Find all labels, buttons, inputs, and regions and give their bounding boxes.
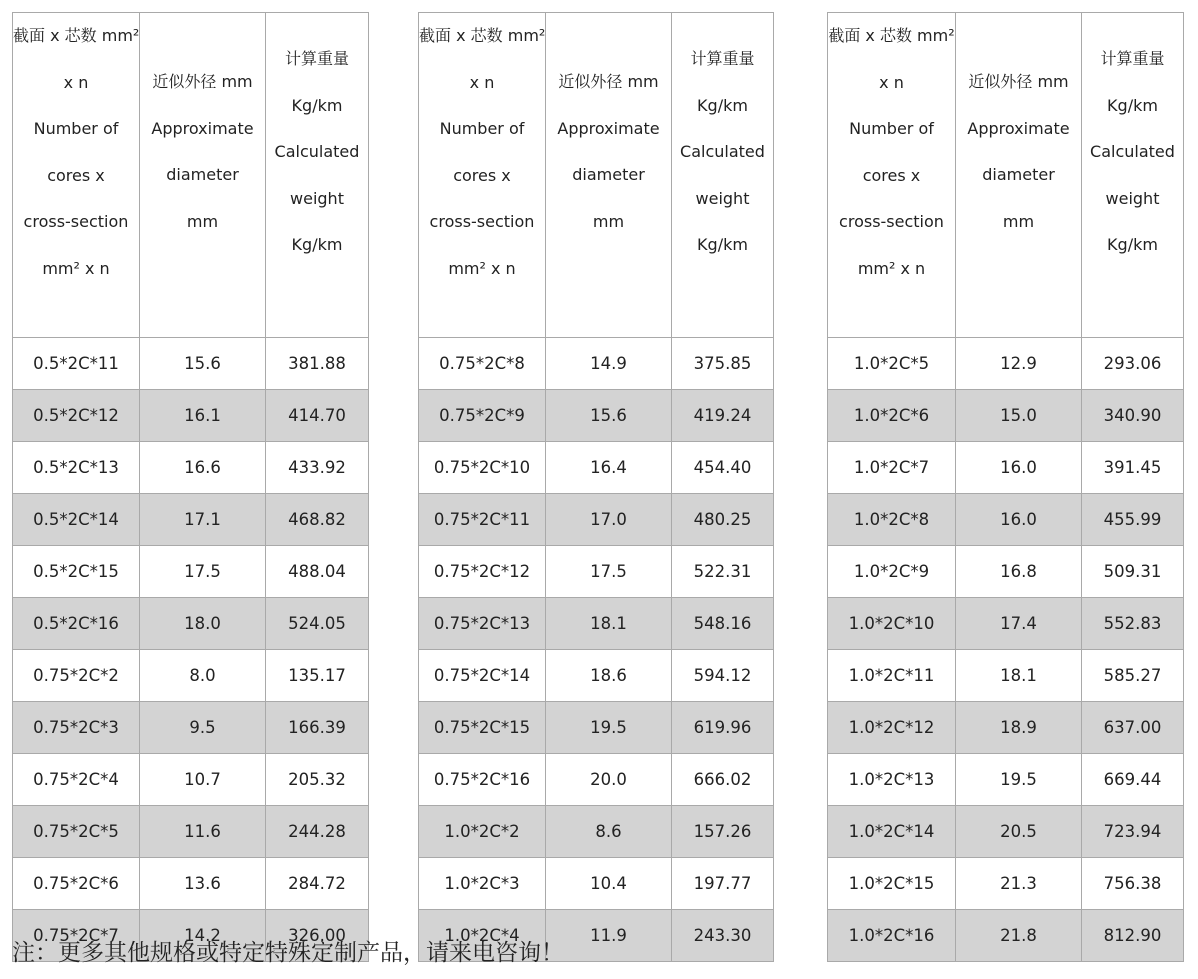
- cell-weight: 455.99: [1082, 494, 1184, 546]
- cell-weight: 135.17: [266, 650, 369, 702]
- cell-spec: 0.5*2C*15: [13, 546, 140, 598]
- table-row: [828, 390, 1184, 442]
- cell-weight: 666.02: [672, 754, 774, 806]
- cell-weight: 197.77: [672, 858, 774, 910]
- cell-diameter: 16.1: [140, 390, 266, 442]
- cell-spec: 1.0*2C*4: [419, 910, 546, 962]
- header-line: diameter: [166, 165, 239, 184]
- cell-spec: 1.0*2C*6: [828, 390, 956, 442]
- header-line: mm² x n: [448, 258, 516, 278]
- cell-diameter: 8.6: [546, 806, 672, 858]
- cell-diameter: 17.5: [140, 546, 266, 598]
- cell-spec: 1.0*2C*8: [828, 494, 956, 546]
- cell-spec: 0.5*2C*12: [13, 390, 140, 442]
- cell-weight: 433.92: [266, 442, 369, 494]
- header-line: Approximate: [557, 118, 660, 138]
- cell-spec: 0.75*2C*11: [419, 494, 546, 546]
- cell-weight: 454.40: [672, 442, 774, 494]
- cell-weight: 157.26: [672, 806, 774, 858]
- cell-diameter: 17.1: [140, 494, 266, 546]
- cell-weight: 594.12: [672, 650, 774, 702]
- table-row: [828, 754, 1184, 806]
- cell-diameter: 18.1: [956, 650, 1082, 702]
- cell-weight: 585.27: [1082, 650, 1184, 702]
- cell-weight: 293.06: [1082, 338, 1184, 390]
- cell-diameter: 9.5: [140, 702, 266, 754]
- table-row: [419, 702, 774, 754]
- cell-weight: 756.38: [1082, 858, 1184, 910]
- table-header-row: [419, 13, 774, 338]
- cell-spec: 0.75*2C*9: [419, 390, 546, 442]
- cell-diameter: 8.0: [140, 650, 266, 702]
- header-line: mm: [592, 211, 625, 231]
- cell-spec: 0.75*2C*14: [419, 650, 546, 702]
- header-line: cross-section: [429, 212, 535, 231]
- cell-spec: 0.75*2C*5: [13, 806, 140, 858]
- header-line: 近似外径 mm: [152, 72, 253, 91]
- table-body: [419, 338, 774, 962]
- cell-spec: 1.0*2C*16: [828, 910, 956, 962]
- cell-spec: 1.0*2C*14: [828, 806, 956, 858]
- table-row: [828, 702, 1184, 754]
- cell-weight: 669.44: [1082, 754, 1184, 806]
- header-line: Calculated: [274, 142, 360, 161]
- table-row: [13, 390, 369, 442]
- header-line: Number of: [849, 119, 934, 138]
- header-cross-section: [13, 13, 140, 338]
- cell-spec: 0.75*2C*16: [419, 754, 546, 806]
- cell-weight: 480.25: [672, 494, 774, 546]
- cell-weight: 381.88: [266, 338, 369, 390]
- header-line: weight: [695, 188, 750, 208]
- cell-spec: 0.75*2C*13: [419, 598, 546, 650]
- header-line: mm: [1002, 211, 1035, 231]
- cell-diameter: 16.6: [140, 442, 266, 494]
- table-row: [419, 494, 774, 546]
- table-row: [828, 806, 1184, 858]
- spec-table-2: [418, 12, 774, 962]
- header-line: Number of: [439, 119, 525, 138]
- table-row: [828, 546, 1184, 598]
- cell-spec: 0.5*2C*13: [13, 442, 140, 494]
- cell-spec: 0.75*2C*7: [13, 910, 140, 962]
- cell-diameter: 18.9: [956, 702, 1082, 754]
- header-line: 近似外径 mm: [968, 72, 1069, 91]
- cell-diameter: 16.0: [956, 442, 1082, 494]
- cell-weight: 419.24: [672, 390, 774, 442]
- table-row: [13, 754, 369, 806]
- header-line: mm² x n: [857, 258, 926, 278]
- cell-spec: 0.75*2C*6: [13, 858, 140, 910]
- cell-weight: 375.85: [672, 338, 774, 390]
- cell-diameter: 18.1: [546, 598, 672, 650]
- cell-weight: 243.30: [672, 910, 774, 962]
- table-row: [13, 338, 369, 390]
- cell-spec: 0.5*2C*16: [13, 598, 140, 650]
- cell-diameter: 19.5: [956, 754, 1082, 806]
- table-row: [419, 858, 774, 910]
- header-line: Number of: [33, 119, 119, 138]
- cell-diameter: 16.8: [956, 546, 1082, 598]
- table-row: [419, 806, 774, 858]
- cell-spec: 0.75*2C*4: [13, 754, 140, 806]
- header-line: cross-section: [839, 212, 944, 231]
- cell-diameter: 19.5: [546, 702, 672, 754]
- table-row: [13, 494, 369, 546]
- header-line: weight: [290, 188, 344, 208]
- table-row: [419, 598, 774, 650]
- cell-diameter: 16.0: [956, 494, 1082, 546]
- cell-weight: 548.16: [672, 598, 774, 650]
- cell-diameter: 17.0: [546, 494, 672, 546]
- header-line: x n: [469, 72, 495, 92]
- cell-diameter: 17.4: [956, 598, 1082, 650]
- header-diameter: [140, 13, 266, 338]
- table-row: [13, 702, 369, 754]
- table-row: [13, 650, 369, 702]
- header-line: cores x: [862, 165, 921, 185]
- table-header-row: [13, 13, 369, 338]
- cell-weight: 468.82: [266, 494, 369, 546]
- cell-diameter: 20.0: [546, 754, 672, 806]
- cell-spec: 1.0*2C*13: [828, 754, 956, 806]
- table-row: [13, 442, 369, 494]
- header-cross-section: [828, 13, 956, 338]
- cell-weight: 284.72: [266, 858, 369, 910]
- header-line: cores x: [47, 165, 105, 185]
- header-line: Approximate: [967, 118, 1070, 138]
- header-line: 截面 x 芯数 mm²: [13, 26, 140, 45]
- cell-diameter: 11.6: [140, 806, 266, 858]
- table-row: [828, 910, 1184, 962]
- header-line: Kg/km: [697, 95, 748, 115]
- cell-spec: 0.75*2C*15: [419, 702, 546, 754]
- header-line: Kg/km: [1107, 235, 1158, 254]
- cell-spec: 1.0*2C*15: [828, 858, 956, 910]
- cell-diameter: 18.0: [140, 598, 266, 650]
- cell-diameter: 15.6: [546, 390, 672, 442]
- cell-weight: 244.28: [266, 806, 369, 858]
- table-row: [13, 546, 369, 598]
- header-line: Kg/km: [1107, 95, 1158, 115]
- cell-weight: 326.00: [266, 910, 369, 962]
- cell-spec: 1.0*2C*9: [828, 546, 956, 598]
- cell-diameter: 18.6: [546, 650, 672, 702]
- table-row: [13, 806, 369, 858]
- cell-diameter: 15.6: [140, 338, 266, 390]
- table-row: [828, 338, 1184, 390]
- cell-weight: 812.90: [1082, 910, 1184, 962]
- cell-spec: 1.0*2C*2: [419, 806, 546, 858]
- header-line: diameter: [982, 165, 1055, 184]
- cell-diameter: 21.8: [956, 910, 1082, 962]
- cell-weight: 522.31: [672, 546, 774, 598]
- cell-diameter: 14.2: [140, 910, 266, 962]
- table-row: [13, 858, 369, 910]
- header-line: Calculated: [680, 142, 765, 161]
- cell-diameter: 11.9: [546, 910, 672, 962]
- header-weight: [266, 13, 369, 338]
- header-line: Kg/km: [291, 95, 343, 115]
- cell-spec: 1.0*2C*12: [828, 702, 956, 754]
- cell-weight: 723.94: [1082, 806, 1184, 858]
- cell-weight: 391.45: [1082, 442, 1184, 494]
- cell-spec: 0.75*2C*3: [13, 702, 140, 754]
- cell-diameter: 21.3: [956, 858, 1082, 910]
- footer-note: 注：更多其他规格或特定特殊定制产品，请来电咨询！: [12, 940, 564, 966]
- spec-table-3: [827, 12, 1184, 962]
- header-line: mm² x n: [42, 258, 110, 278]
- cell-diameter: 10.7: [140, 754, 266, 806]
- table-row: [13, 598, 369, 650]
- cell-weight: 524.05: [266, 598, 369, 650]
- header-line: cores x: [453, 165, 511, 185]
- cell-spec: 1.0*2C*5: [828, 338, 956, 390]
- header-line: diameter: [572, 165, 645, 184]
- cell-weight: 340.90: [1082, 390, 1184, 442]
- cell-diameter: 10.4: [546, 858, 672, 910]
- header-line: Kg/km: [697, 235, 748, 254]
- cell-weight: 488.04: [266, 546, 369, 598]
- header-line: Kg/km: [291, 235, 343, 254]
- header-line: 计算重量: [1100, 49, 1165, 68]
- cell-spec: 0.75*2C*2: [13, 650, 140, 702]
- table-body: [828, 338, 1184, 962]
- header-cross-section: [419, 13, 546, 338]
- cell-diameter: 15.0: [956, 390, 1082, 442]
- table-row: [828, 858, 1184, 910]
- table-row: [828, 650, 1184, 702]
- header-line: Calculated: [1090, 142, 1175, 161]
- cell-spec: 0.75*2C*10: [419, 442, 546, 494]
- cell-spec: 1.0*2C*10: [828, 598, 956, 650]
- header-line: x n: [63, 72, 89, 92]
- cell-spec: 0.75*2C*8: [419, 338, 546, 390]
- header-weight: [672, 13, 774, 338]
- cell-weight: 414.70: [266, 390, 369, 442]
- header-diameter: [546, 13, 672, 338]
- header-line: x n: [879, 72, 904, 92]
- header-line: 截面 x 芯数 mm²: [419, 26, 546, 45]
- cell-spec: 0.75*2C*12: [419, 546, 546, 598]
- cell-spec: 0.5*2C*11: [13, 338, 140, 390]
- table-body: [13, 338, 369, 962]
- header-line: Approximate: [151, 118, 254, 138]
- cell-diameter: 20.5: [956, 806, 1082, 858]
- header-line: 计算重量: [284, 49, 349, 68]
- cell-diameter: 13.6: [140, 858, 266, 910]
- cell-spec: 1.0*2C*11: [828, 650, 956, 702]
- header-line: mm: [186, 211, 219, 231]
- cell-spec: 1.0*2C*7: [828, 442, 956, 494]
- table-row: [828, 442, 1184, 494]
- cell-weight: 205.32: [266, 754, 369, 806]
- table-row: [828, 598, 1184, 650]
- cell-spec: 1.0*2C*3: [419, 858, 546, 910]
- table-row: [419, 546, 774, 598]
- header-weight: [1082, 13, 1184, 338]
- cell-weight: 509.31: [1082, 546, 1184, 598]
- header-diameter: [956, 13, 1082, 338]
- cell-diameter: 12.9: [956, 338, 1082, 390]
- table-header-row: [828, 13, 1184, 338]
- header-line: weight: [1105, 188, 1160, 208]
- header-line: 截面 x 芯数 mm²: [828, 26, 955, 45]
- cell-diameter: 17.5: [546, 546, 672, 598]
- cell-weight: 552.83: [1082, 598, 1184, 650]
- table-row: [419, 754, 774, 806]
- table-row: [419, 390, 774, 442]
- table-row: [419, 650, 774, 702]
- table-row: [419, 442, 774, 494]
- header-line: cross-section: [23, 212, 129, 231]
- header-line: 近似外径 mm: [558, 72, 659, 91]
- table-row: [419, 338, 774, 390]
- cell-weight: 166.39: [266, 702, 369, 754]
- cell-weight: 637.00: [1082, 702, 1184, 754]
- cell-diameter: 14.9: [546, 338, 672, 390]
- spec-table-1: [12, 12, 369, 962]
- cell-spec: 0.5*2C*14: [13, 494, 140, 546]
- table-row: [828, 494, 1184, 546]
- cell-diameter: 16.4: [546, 442, 672, 494]
- cell-weight: 619.96: [672, 702, 774, 754]
- header-line: 计算重量: [690, 49, 755, 68]
